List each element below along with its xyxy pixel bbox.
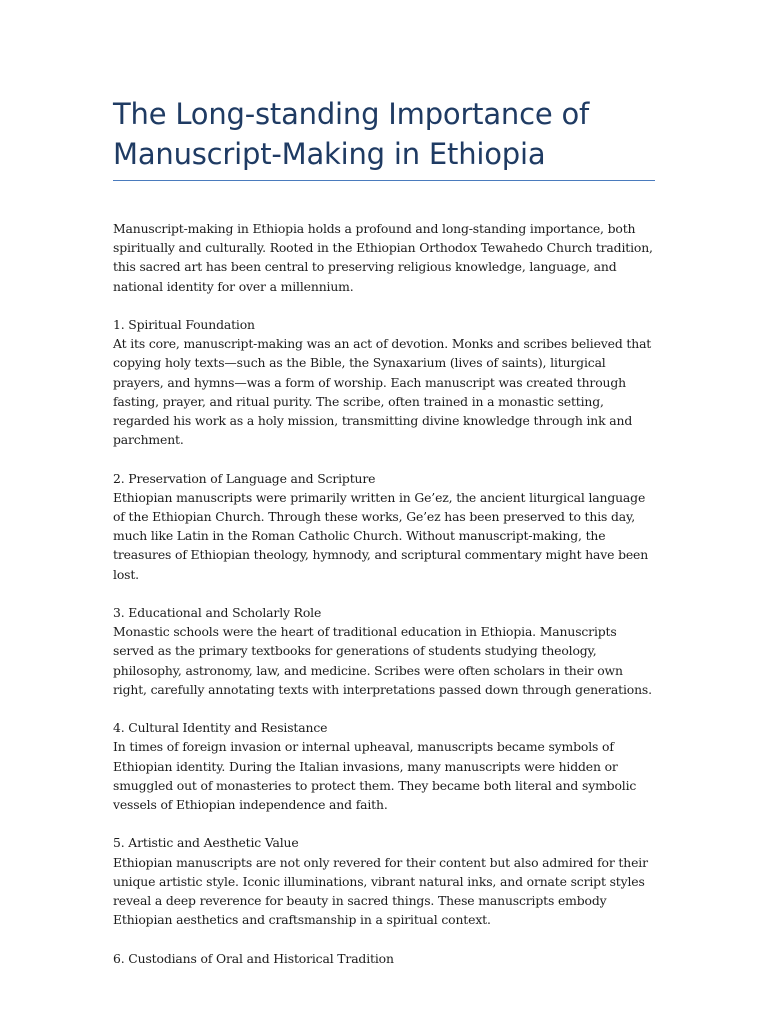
section-text: In times of foreign invasion or internal upheaval, manuscripts became symbols of Ethiopian identity. During the Italian invasions, many manuscripts were hidden or smuggled out of monasteries to protect them. They became both literal and symbolic vessels of Ethiopian independence and faith. [113, 739, 637, 813]
section-cultural-identity [113, 718, 658, 814]
section-heading: 3. Educational and Scholarly Role [113, 605, 322, 621]
section-text: Monastic schools were the heart of traditional education in Ethiopia. Manuscripts served as the primary textbooks for generations of students studying theology, philosophy, astronomy, law, and medicine. Scribes were often scholars in their own right, carefully annotating texts with interpretations passed down through generations. [113, 624, 652, 697]
section-text: Ethiopian manuscripts are not only revered for their content but also admired for their unique artistic style. Iconic illuminations, vibrant natural inks, and ornate script styles reveal a deep reverence for beauty in sacred things. These manuscripts embody Ethiopian aesthetics and craftsmanship in a spiritual context. [113, 854, 648, 928]
section-preservation-of-language [113, 469, 658, 584]
title-underline-rule [113, 180, 655, 181]
section-heading: 1. Spiritual Foundation [113, 317, 255, 332]
section-artistic-value [113, 833, 658, 929]
section-heading: 2. Preservation of Language and Scripture [113, 470, 376, 486]
section-educational-role [113, 603, 658, 699]
section-text: Ethiopian manuscripts were primarily written in Ge’ez, the ancient liturgical language of the Ethiopian Church. Through these works, Ge’ez has been preserved to this day, much like Latin in the Roman Catholic Church. Without manuscript-making, the treasures of Ethiopian theology, hymnody, and scriptural commentary might have been lost. [113, 489, 649, 582]
document-body [113, 219, 658, 987]
section-custodians-of-tradition [113, 949, 658, 968]
section-text: At its core, manuscript-making was an act of devotion. Monks and scribes believed that copying holy texts—such as the Bible, the Synaxarium (lives of saints), liturgical prayers, and hymns—was a form of worship. Each manuscript was created through fasting, prayer, and ritual purity. The scribe, often trained in a monastic setting, regarded his work as a holy mission, transmitting divine knowledge through ink and parchment. [113, 336, 652, 448]
section-heading: 4. Cultural Identity and Resistance [113, 720, 328, 736]
section-spiritual-foundation [113, 315, 658, 449]
section-heading: 6. Custodians of Oral and Historical Tradition [113, 950, 394, 966]
section-heading: 5. Artistic and Aesthetic Value [113, 835, 299, 851]
intro-paragraph: Manuscript-making in Ethiopia holds a profound and long-standing importance, both spiritually and culturally. Rooted in the Ethiopian Orthodox Tewahedo Church tradition, this sacred art has been central to preserving religious knowledge, language, and national identity for over a millennium. [113, 221, 653, 294]
document-title: The Long-standing Importance of Manuscript-Making in Ethiopia [113, 97, 590, 171]
